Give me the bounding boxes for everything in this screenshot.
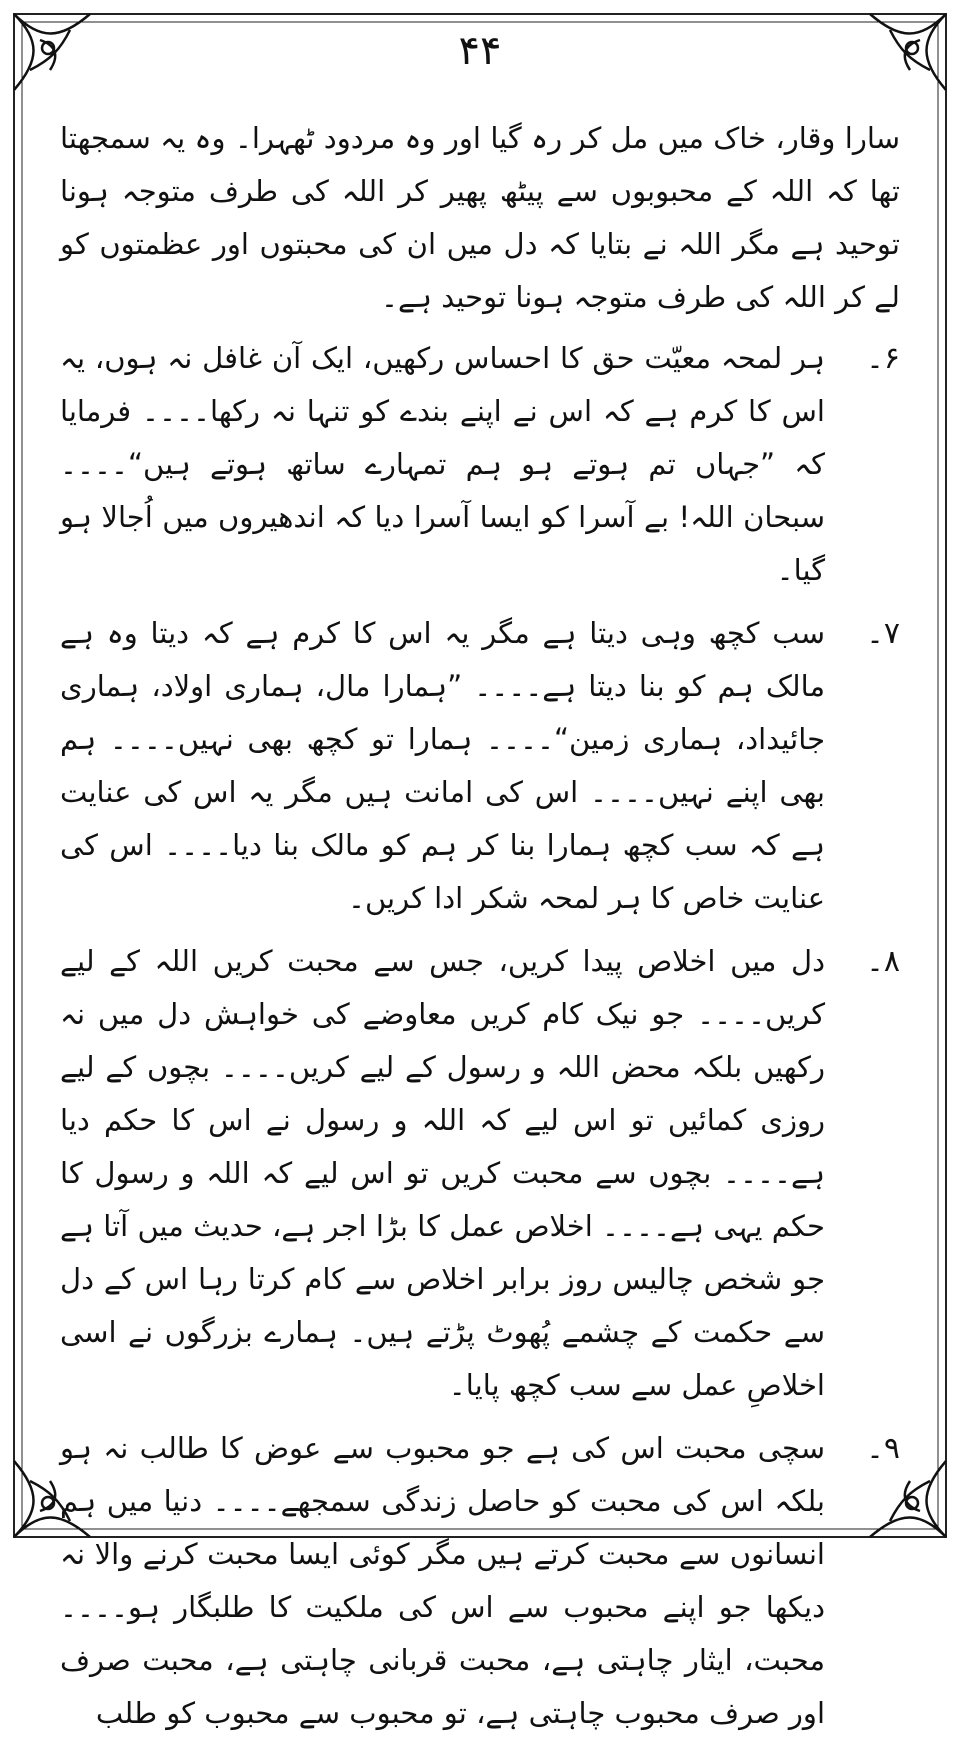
item-number: ۸۔ [866,944,900,979]
item-number: ۷۔ [866,616,900,651]
item-text: سچی محبت اس کی ہے جو محبوب سے عوض کا طالب نہ ہو بلکہ اس کی محبت کو حاصل زندگی سمجھے۔۔۔۔ دنیا میں ہم انسانوں سے محبت کرتے ہیں مگر کوئی ایسا محبت کرنے والا نہ دیکھا جو اپنے محبوب سے اس کی ملکیت کا طلبگار ہو۔۔۔۔ محبت، ایثار چاہتی ہے، محبت قربانی چاہتی ہے، محبت صرف اور صرف محبوب چاہتی ہے، تو محبوب سے محبوب کو طلب [60,1431,825,1730]
intro-paragraph: سارا وقار، خاک میں مل کر رہ گیا اور وہ مردود ٹھہرا۔ وہ یہ سمجھتا تھا کہ اللہ کے محبوبوں سے پیٹھ پھیر کر اللہ کی طرف متوجہ ہونا توحید ہے مگر اللہ نے بتایا کہ دل میں ان کی محبتوں اور عظمتوں کو لے کر اللہ کی طرف متوجہ ہونا توحید ہے۔ [60,121,900,314]
page-body [60,112,900,1750]
list-item [60,935,900,1412]
item-text: سب کچھ وہی دیتا ہے مگر یہ اس کا کرم ہے کہ دیتا وہ ہے مالک ہم کو بنا دیتا ہے۔۔۔۔ ”ہمارا مال، ہماری اولاد، ہماری جائیداد، ہماری زمین“۔۔۔۔ ہمارا تو کچھ بھی نہیں۔۔۔۔ ہم بھی اپنے نہیں۔۔۔۔ اس کی امانت ہیں مگر یہ اس کی عنایت ہے کہ سب کچھ ہمارا بنا کر ہم کو مالک بنا دیا۔۔۔۔ اس کی عنایت خاص کا ہر لمحہ شکر ادا کریں۔ [60,616,825,915]
list-item [60,1422,900,1740]
item-number: ۹۔ [866,1431,900,1466]
page-number: ۴۴ [458,28,502,74]
item-text: دل میں اخلاص پیدا کریں، جس سے محبت کریں اللہ کے لیے کریں۔۔۔۔ جو نیک کام کریں معاوضے کی خواہش دل میں نہ رکھیں بلکہ محض اللہ و رسول کے لیے کریں۔۔۔۔ بچوں کے لیے روزی کمائیں تو اس لیے کہ اللہ و رسول نے اس کا حکم دیا ہے۔۔۔۔ بچوں سے محبت کریں تو اس لیے کہ اللہ و رسول کا حکم یہی ہے۔۔۔۔ اخلاص عمل کا بڑا اجر ہے، حدیث میں آتا ہے جو شخص چالیس روز برابر اخلاص سے کام کرتا رہا اس کے دل سے حکمت کے چشمے پُھوٹ پڑتے ہیں۔ ہمارے بزرگوں نے اسی اخلاصِ عمل سے سب کچھ پایا۔ [60,944,825,1402]
list-item [60,607,900,925]
item-text: ہر لمحہ معیّت حق کا احساس رکھیں، ایک آن غافل نہ ہوں، یہ اس کا کرم ہے کہ اس نے اپنے بندے کو تنہا نہ رکھا۔۔۔۔ فرمایا کہ ”جہاں تم ہوتے ہو ہم تمہارے ساتھ ہوتے ہیں“۔۔۔۔ سبحان اللہ! بے آسرا کو ایسا آسرا دیا کہ اندھیروں میں اُجالا ہو گیا۔ [60,341,825,587]
list-item [60,332,900,597]
item-number: ۶۔ [866,341,900,376]
